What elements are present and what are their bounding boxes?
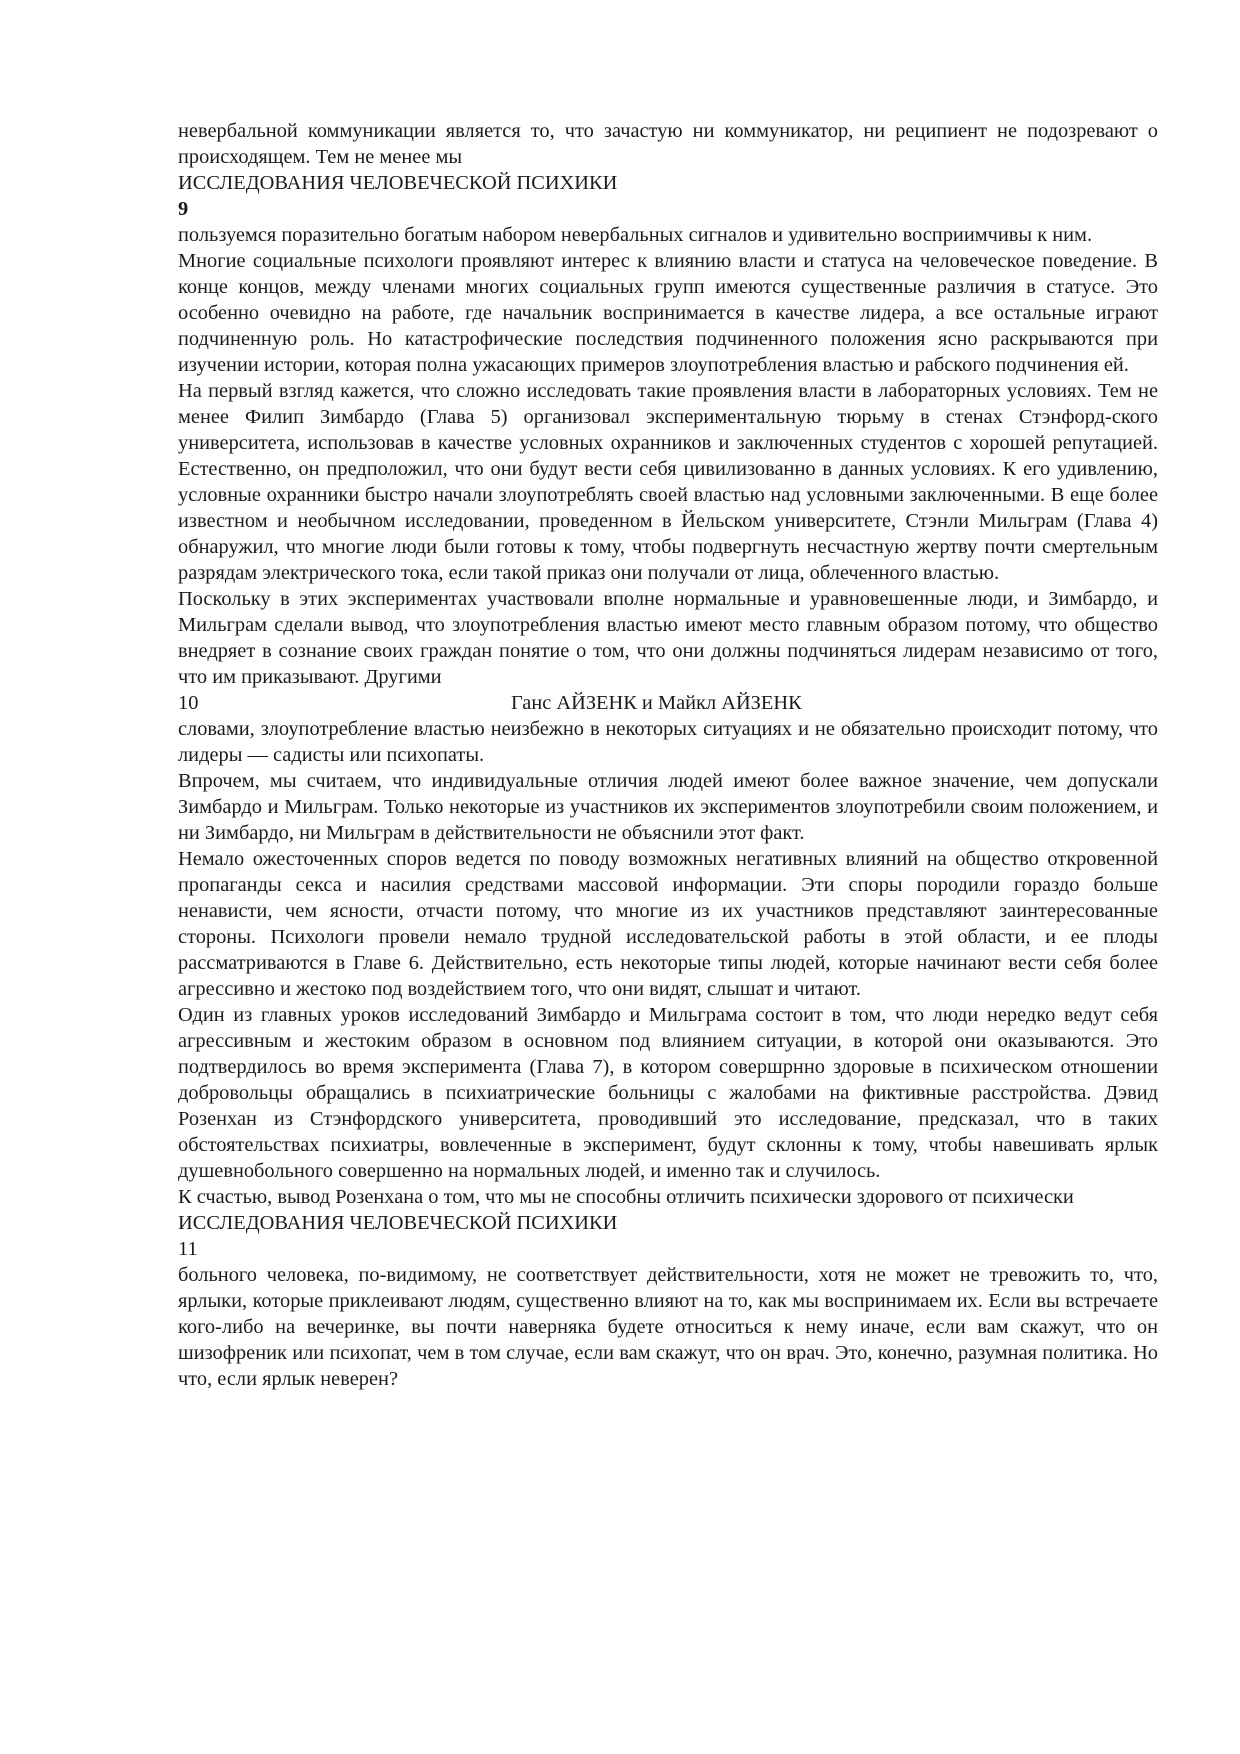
paragraph-conclusions: Поскольку в этих экспериментах участвовали вполне нормальные и уравновешенные люди, и Зимбардо, и Мильграм сделали вывод, что злоупотребления властью имеют место главным образом потому, что общество внедряет в сознание своих граждан понятие о том, что они должны подчиняться лидерам независимо от того, что им приказывают. Другими [178,588,1158,688]
paragraph-zimbardo-milgram: На первый взгляд кажется, что сложно исследовать такие проявления власти в лабораторных условиях. Тем не менее Филип Зимбардо (Глава 5) организовал экспериментальную тюрьму в стенах Стэнфорд-ского университета, использовав в качестве условных охранников и заключенных студентов с хорошей репутацией. Естественно, он предположил, что они будут вести себя цивилизованно в данных условиях. К его удивлению, условные охранники быстро начали злоупотреблять своей властью над условными заключенными. В еще более известном и необычном исследовании, проведенном в Йельском университете, Стэнли Мильграм (Глава 4) обнаружил, что многие люди были готовы к тому, чтобы подвергнуть несчастную жертву почти смертельным разрядам электрического тока, если такой приказ они получали от лица, облеченного властью. [178,380,1158,584]
paragraph-labels: больного человека, по-видимому, не соответствует действительности, хотя не может не тревожить то, что, ярлыки, которые приклеивают людям, существенно влияют на то, как мы воспринимаем их. Если вы встречаете кого-либо на вечеринке, вы почти наверняка будете относиться к нему иначе, если вам скажут, что он шизофреник или психопат, чем в том случае, если вам скажут, что он врач. Это, конечно, разумная политика. Но что, если ярлык неверен? [178,1264,1158,1390]
paragraph-media-violence: Немало ожесточенных споров ведется по поводу возможных негативных влияний на общество откровенной пропаганды секса и насилия средствами массовой информации. Эти споры породили гораздо больше ненависти, чем ясности, отчасти потому, что многие из их участников представляют заинтересованные стороны. Психологи провели немало трудной исследовательской работы в этой области, и ее плоды рассматриваются в Главе 6. Действительно, есть некоторые типы людей, которые начинают вести себя более агрессивно и жестоко под воздействием того, что они видят, слышат и читают. [178,848,1158,1000]
paragraph-rosenhan: Один из главных уроков исследований Зимбардо и Мильграма состоит в том, что люди нередко ведут себя агрессивным и жестоким образом в основном под влиянием ситуации, в которой они оказываются. Это подтвердилось во время эксперимента (Глава 7), в котором совершрнно здоровые в психическом отношении добровольцы обращались в психиатрические больницы с жалобами на фиктивные расстройства. Дэвид Розенхан из Стэнфордского университета, проводивший это исследование, предсказал, что в таких обстоятельствах психиатры, вовлеченные в эксперимент, будут склонны к тому, чтобы навешивать ярлык душевнобольного совершенно на нормальных людей, и именно так и случилось. [178,1004,1158,1182]
paragraph-rosenhan-conclusion: К счастью, вывод Розенхана о том, что мы не способны отличить психически здорового от психически [178,1186,1074,1208]
running-header-authors: Ганс АЙЗЕНК и Майкл АЙЗЕНК [511,692,802,714]
running-header-middle [178,690,1158,716]
document-page [178,118,1158,1392]
page-number-11: 11 [178,1238,198,1260]
page-number-9: 9 [178,198,189,220]
paragraph-abuse-of-power: словами, злоупотребление властью неизбежно в некоторых ситуациях и не обязательно происходит потому, что лидеры — садисты или психопаты. [178,718,1158,766]
paragraph-power-status: Многие социальные психологи проявляют интерес к влиянию власти и статуса на человеческое поведение. В конце концов, между членами многих социальных групп имеются существенные различия в статусе. Это особенно очевидно на работе, где начальник воспринимается в качестве лидера, а все остальные играют подчиненную роль. Но катастрофические последствия подчиненного положения ясно раскрываются при изучении истории, которая полна ужасающих примеров злоупотребления властью и рабского подчинения ей. [178,250,1158,376]
paragraph-individual-differences: Впрочем, мы считаем, что индивидуальные отличия людей имеют более важное значение, чем допускали Зимбардо и Мильграм. Только некоторые из участников их экспериментов злоупотребили своим положением, и ни Зимбардо, ни Мильграм в действительности не объяснили этот факт. [178,770,1158,844]
running-header-top: ИССЛЕДОВАНИЯ ЧЕЛОВЕЧЕСКОЙ ПСИХИКИ [178,172,618,194]
paragraph-nonverbal-signals: пользуемся поразительно богатым набором невербальных сигналов и удивительно восприимчивы к ним. [178,224,1093,246]
page-number-10: 10 [178,692,199,714]
running-header-bottom: ИССЛЕДОВАНИЯ ЧЕЛОВЕЧЕСКОЙ ПСИХИКИ [178,1212,618,1234]
paragraph-nonverbal-end: невербальной коммуникации является то, что зачастую ни коммуникатор, ни реципиент не подозревают о происходящем. Тем не менее мы [178,120,1158,168]
